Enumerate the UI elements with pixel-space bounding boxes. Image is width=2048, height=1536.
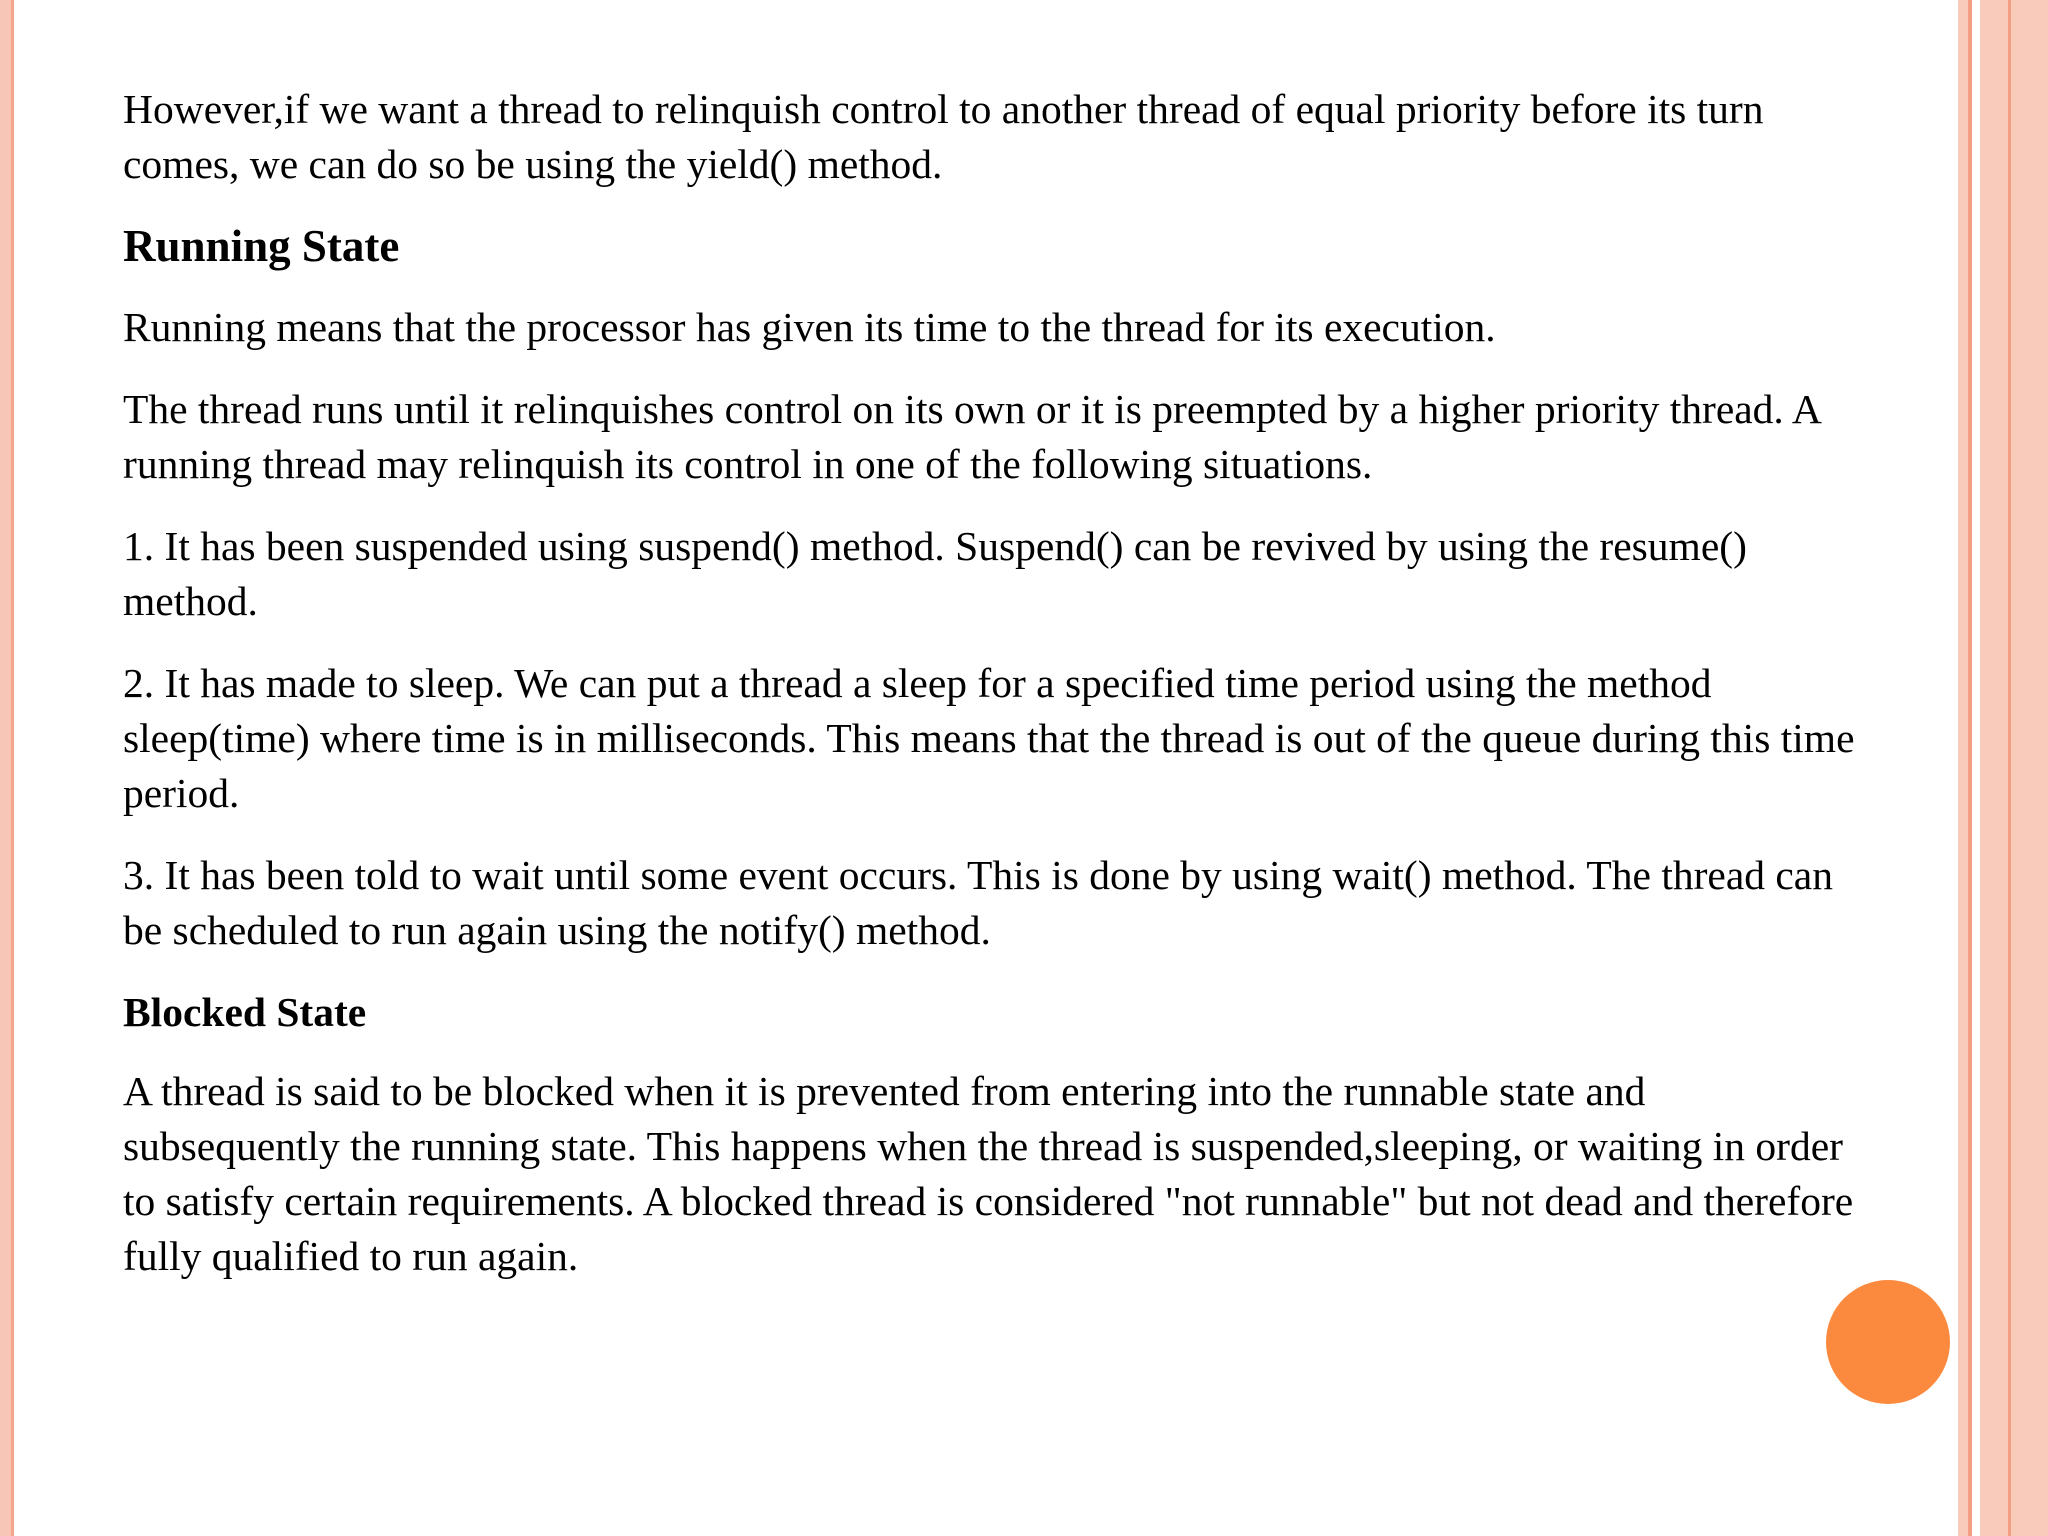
blocked-state-heading: Blocked State (123, 989, 367, 1035)
text-line: period. (123, 770, 240, 816)
intro-paragraph (123, 82, 2033, 192)
text-line: The thread runs until it relinquishes control on its own or it is preempted by a higher priority thread. A (123, 386, 1822, 432)
text-line: to satisfy certain requirements. A blocked thread is considered "not runnable" but not dead and therefore (123, 1178, 1854, 1224)
situation-item-3 (123, 848, 2033, 958)
running-detail-paragraph (123, 382, 2033, 492)
running-state-heading: Running State (123, 221, 400, 271)
text-line: Running means that the processor has given its time to the thread for its execution. (123, 304, 1496, 350)
text-line: 1. It has been suspended using suspend() method. Suspend() can be revived by using the resume() (123, 523, 1747, 569)
text-line: comes, we can do so be using the yield() method. (123, 141, 943, 187)
text-line: fully qualified to run again. (123, 1233, 579, 1279)
text-line: A thread is said to be blocked when it is prevented from entering into the runnable state and (123, 1068, 1646, 1114)
situation-item-2 (123, 656, 2033, 821)
blocked-definition-paragraph (123, 1064, 2033, 1284)
running-definition-paragraph (123, 300, 2033, 355)
situation-item-1 (123, 519, 2033, 629)
text-line: subsequently the running state. This happens when the thread is suspended,sleeping, or waiting in order (123, 1123, 1843, 1169)
text-line: method. (123, 578, 258, 624)
slide-content (123, 82, 2033, 1311)
orange-circle-decoration (1826, 1280, 1950, 1404)
text-line: 2. It has made to sleep. We can put a thread a sleep for a specified time period using the method (123, 660, 1712, 706)
text-line: sleep(time) where time is in milliseconds. This means that the thread is out of the queue during this time (123, 715, 1855, 761)
text-line: However,if we want a thread to relinquish control to another thread of equal priority before its turn (123, 86, 1764, 132)
text-line: be scheduled to run again using the notify() method. (123, 907, 991, 953)
text-line: running thread may relinquish its control in one of the following situations. (123, 441, 1373, 487)
left-border-stripe (0, 0, 11, 1536)
left-border-line (11, 0, 14, 1536)
text-line: 3. It has been told to wait until some event occurs. This is done by using wait() method. The thread can (123, 852, 1833, 898)
